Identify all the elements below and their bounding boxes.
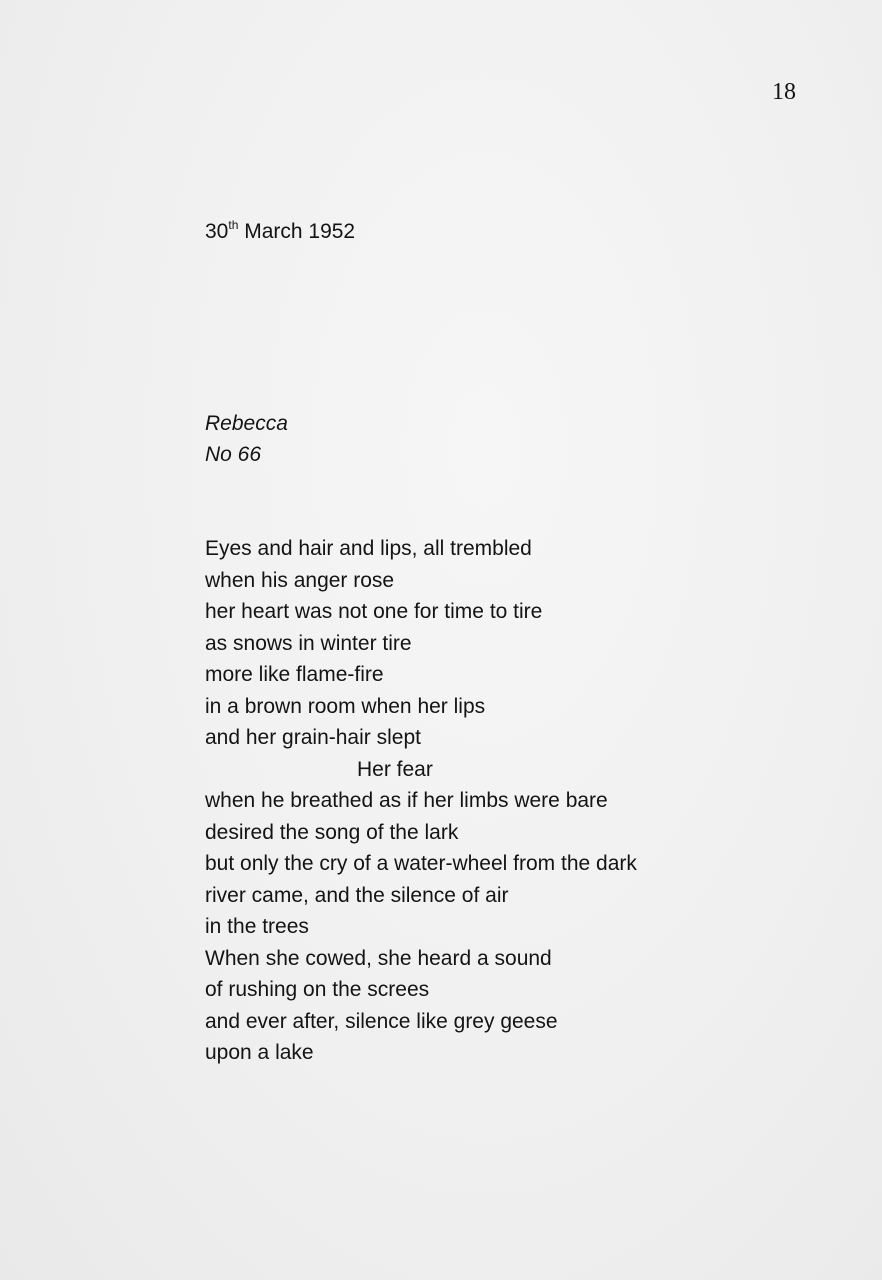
poem-line: as snows in winter tire: [205, 631, 412, 655]
date-day: 30: [205, 220, 229, 243]
poem-line: but only the cry of a water-wheel from the dark: [205, 852, 637, 875]
poem-line: in the trees: [205, 915, 309, 938]
poem-line: upon a lake: [205, 1041, 314, 1064]
poem-number: No 66: [205, 443, 262, 466]
poem-line: and her grain-hair slept: [205, 726, 421, 749]
poem-line-indented: Her fear: [357, 757, 433, 781]
poem-line: When she cowed, she heard a sound: [205, 946, 552, 970]
poem-line: desired the song of the lark: [205, 820, 459, 844]
poem-line: more like flame-fire: [205, 663, 384, 686]
poem-heading: [205, 408, 288, 470]
poem-line: in a brown room when her lips: [205, 694, 486, 718]
poem-line: of rushing on the screes: [205, 978, 430, 1001]
poem-line: when he breathed as if her limbs were bare: [205, 789, 608, 812]
poem-line: when his anger rose: [205, 568, 395, 592]
poem-line: her heart was not one for time to tire: [205, 600, 543, 623]
page-number: 18: [772, 79, 796, 105]
date-suffix: th: [228, 218, 239, 232]
poem-line: and ever after, silence like grey geese: [205, 1009, 558, 1033]
date-rest: March 1952: [238, 220, 356, 243]
poem-line: river came, and the silence of air: [205, 883, 509, 907]
date-line: [205, 218, 355, 246]
poem-body: [205, 533, 825, 1069]
poem-title: Rebecca: [205, 412, 288, 435]
poem-line: Eyes and hair and lips, all trembled: [205, 537, 532, 560]
